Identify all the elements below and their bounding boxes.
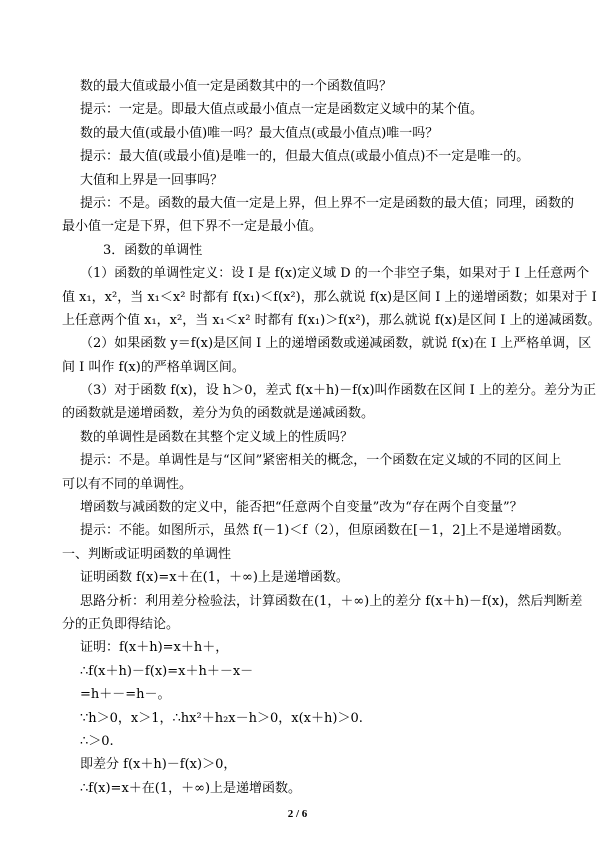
hint-max-min-unique: 提示：最大值(或最小值)是唯一的，但最大值点(或最小值点)不一定是唯一的。 — [80, 149, 530, 165]
question-any-vs-exist: 增函数与减函数的定义中，能否把“任意两个自变量”改为“存在两个自变量”？ — [80, 500, 523, 516]
question-monotonicity-domain: 数的单调性是函数在其整个定义域上的性质吗？ — [80, 429, 354, 445]
proof-line-3: =h＋－=h－。 — [80, 687, 171, 703]
page-content — [62, 75, 601, 800]
proof-line-1: 证明：f(x＋h)=x＋h＋， — [80, 640, 229, 656]
solution-analysis-cont: 分的正负即得结论。 — [62, 616, 180, 632]
proof-line-4: ∵h＞0，x＞1，∴hx²＋h₂x－h＞0，x(x＋h)＞0. — [80, 710, 363, 726]
definition-monotonicity-cont-1: 值 x₁，x²，当 x₁＜x² 时都有 f(x₁)＜f(x²)，那么就说 f(x)是区间 I 上的递增函数；如果对于 I — [62, 289, 597, 305]
hint-any-vs-exist: 提示：不能。如图所示，虽然 f(－1)＜f（2），但原函数在[－1，2]上不是递增函数。 — [80, 523, 570, 539]
hint-max-vs-upper-bound: 提示：不是。函数的最大值一定是上界，但上界不一定是函数的最大值；同理，函数的 — [80, 195, 575, 211]
proof-line-2: ∴f(x＋h)－f(x)=x＋h＋－x－ — [80, 663, 254, 679]
section-heading-prove-monotonicity: 一、判断或证明函数的单调性 — [62, 546, 232, 562]
definition-strict-monotonic: （2）如果函数 y＝f(x)是区间 I 上的递增函数或递减函数，就说 f(x)在 I 上严格单调，区 — [80, 336, 592, 352]
question-max-min-unique: 数的最大值(或最小值)唯一吗？最大值点(或最小值点)唯一吗？ — [80, 125, 439, 141]
exercise-statement: 证明函数 f(x)=x＋在(1，＋∞)上是递增函数。 — [80, 570, 349, 586]
section-heading-monotonicity: 3．函数的单调性 — [103, 242, 203, 258]
definition-monotonicity-cont-2: 上任意两个值 x₁，x²，当 x₁＜x² 时都有 f(x₁)＞f(x²)，那么就说 f(x)是区间 I 上的递减函数。 — [62, 312, 601, 328]
solution-analysis: 思路分析：利用差分检验法，计算函数在(1，＋∞)上的差分 f(x＋h)－f(x)，然后判断差 — [80, 593, 583, 609]
definition-monotonicity: （1）函数的单调性定义：设 I 是 f(x)定义域 D 的一个非空子集，如果对于 I 上任意两个 — [80, 266, 590, 282]
proof-conclusion: ∴f(x)=x＋在(1，＋∞)上是递增函数。 — [80, 780, 302, 796]
hint-monotonicity-domain-cont: 可以有不同的单调性。 — [62, 476, 193, 492]
question-max-vs-upper-bound: 大值和上界是一回事吗？ — [80, 172, 224, 188]
hint-monotonicity-domain: 提示：不是。单调性是与“区间”紧密相关的概念，一个函数在定义域的不同的区间上 — [80, 453, 562, 469]
question-max-min-is-value: 数的最大值或最小值一定是函数其中的一个函数值吗？ — [80, 79, 393, 94]
definition-strict-monotonic-cont: 间 I 叫作 f(x)的严格单调区间。 — [62, 359, 245, 375]
page-number: 2 / 6 — [287, 808, 308, 820]
proof-line-6: 即差分 f(x＋h)－f(x)＞0， — [80, 757, 237, 773]
proof-line-5: ∴＞0. — [80, 733, 114, 749]
hint-max-vs-upper-bound-cont: 最小值一定是下界，但下界不一定是最小值。 — [62, 219, 323, 235]
hint-max-min-is-value: 提示：一定是。即最大值点或最小值点一定是函数定义域中的某个值。 — [80, 102, 484, 118]
definition-difference: （3）对于函数 f(x)，设 h＞0，差式 f(x＋h)－f(x)叫作函数在区间 I 上的差分。差分为正 — [80, 383, 596, 399]
definition-difference-cont: 的函数就是递增函数，差分为负的函数就是递减函数。 — [62, 406, 375, 422]
